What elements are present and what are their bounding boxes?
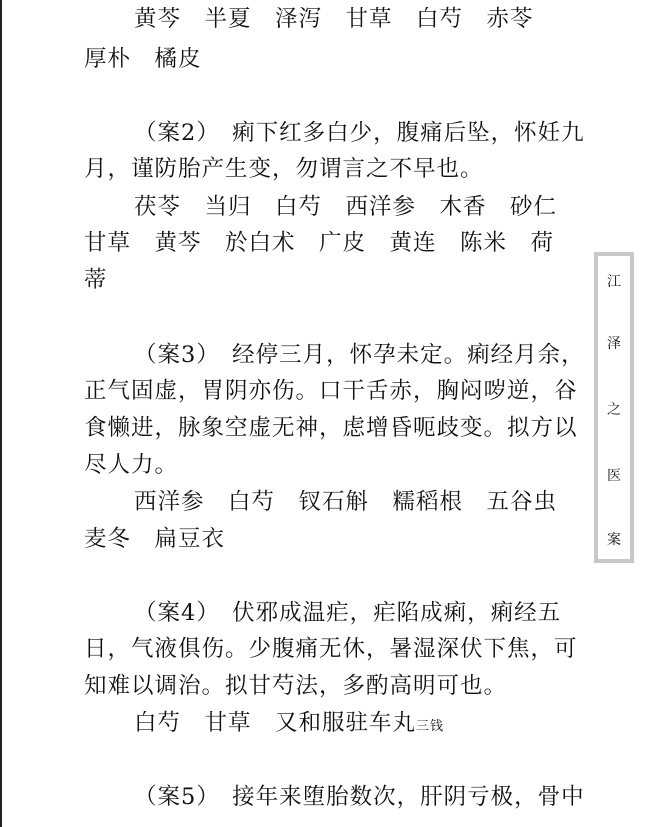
case-3-paragraph-line: 正气固虚，胃阴亦伤。口干舌赤，胸闷哕逆，谷 — [84, 378, 578, 404]
side-tab-char: 江 — [607, 274, 621, 290]
herb-list-line: 麦冬 扁豆衣 — [84, 526, 226, 552]
herb-list-line: 西洋参 白芍 钗石斛 糯稻根 五谷虫 — [134, 489, 558, 515]
herb-list-line: 蒂 — [84, 267, 108, 293]
herb-list-line: 甘草 黄芩 於白术 广皮 黄连 陈米 荷 — [84, 230, 555, 256]
case-3-paragraph-line: 食懒进，脉象空虚无神，虑增昏呃歧变。拟方以 — [84, 415, 578, 441]
side-tab-char: 之 — [607, 402, 621, 418]
herb-list-line: 茯苓 当归 白芍 西洋参 木香 砂仁 — [134, 194, 558, 220]
case-4-paragraph-line: （案4） 伏邪成温疟，疟陷成痢，痢经五 — [134, 600, 562, 626]
herb-list-line — [134, 708, 444, 742]
herb-list-line: 黄芩 半夏 泽泻 甘草 白芍 赤苓 — [134, 6, 534, 32]
side-tab-char: 泽 — [607, 336, 621, 352]
case-4-paragraph-line: 知难以调治。拟甘芍法，多酌高明可也。 — [84, 673, 508, 699]
herb-list-line: 厚朴 橘皮 — [84, 46, 202, 72]
dosage-note: 三钱 — [416, 719, 445, 734]
case-2-paragraph-line: 月，谨防胎产生变，勿谓言之不早也。 — [84, 156, 484, 182]
left-border-rule — [0, 0, 2, 827]
side-section-tab — [594, 252, 634, 563]
case-3-paragraph-line: （案3） 经停三月，怀孕未定。痢经月余， — [134, 342, 585, 368]
case-4-paragraph-line: 日，气液俱伤。少腹痛无休，暑湿深伏下焦，可 — [84, 636, 578, 662]
side-tab-char: 医 — [607, 468, 621, 484]
herb-list-text: 白芍 甘草 又和服驻车丸 — [134, 710, 417, 736]
case-5-paragraph-line: （案5） 接年来堕胎数次，肝阴亏极，骨中 — [134, 784, 585, 810]
case-2-paragraph-line: （案2） 痢下红多白少，腹痛后坠，怀妊九 — [134, 120, 585, 146]
side-tab-char: 案 — [607, 532, 621, 548]
case-3-paragraph-line: 尽人力。 — [84, 452, 179, 478]
